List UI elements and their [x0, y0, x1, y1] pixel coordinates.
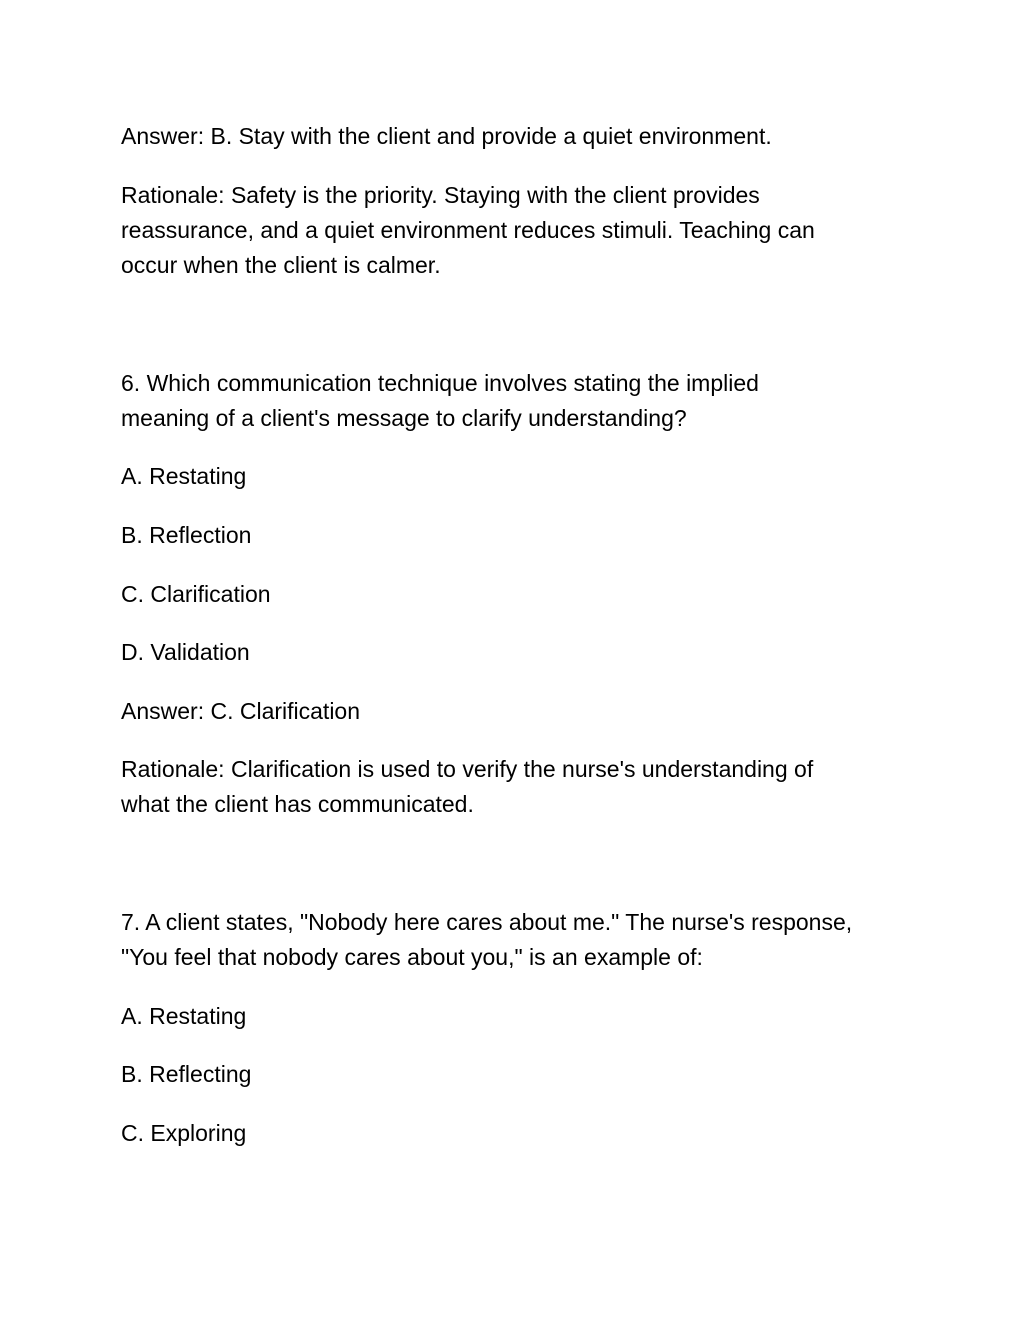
q6-option-a: A. Restating: [121, 463, 247, 489]
q7-option-a: A. Restating: [121, 1003, 247, 1029]
q5-answer: Answer: B. Stay with the client and provide a quiet environment.: [121, 123, 772, 149]
q6-answer: Answer: C. Clarification: [121, 698, 361, 724]
q6-option-b: B. Reflection: [121, 522, 252, 548]
q5-rationale-line-3: occur when the client is calmer.: [121, 252, 441, 278]
q7-question-line-2: "You feel that nobody cares about you," is an example of:: [121, 944, 703, 970]
q5-rationale-line-1: Rationale: Safety is the priority. Staying with the client provides: [121, 182, 760, 208]
q7-option-b: B. Reflecting: [121, 1061, 252, 1087]
q6-rationale-line-2: what the client has communicated.: [121, 791, 474, 817]
q6-question-line-2: meaning of a client's message to clarify understanding?: [121, 405, 687, 431]
q6-option-c: C. Clarification: [121, 581, 271, 607]
q7-question-line-1: 7. A client states, "Nobody here cares about me." The nurse's response,: [121, 909, 853, 935]
q5-rationale-line-2: reassurance, and a quiet environment reduces stimuli. Teaching can: [121, 217, 815, 243]
q6-question-line-1: 6. Which communication technique involves stating the implied: [121, 370, 759, 396]
q7-option-c: C. Exploring: [121, 1120, 247, 1146]
q6-rationale-line-1: Rationale: Clarification is used to verify the nurse's understanding of: [121, 756, 814, 782]
q6-option-d: D. Validation: [121, 639, 250, 665]
